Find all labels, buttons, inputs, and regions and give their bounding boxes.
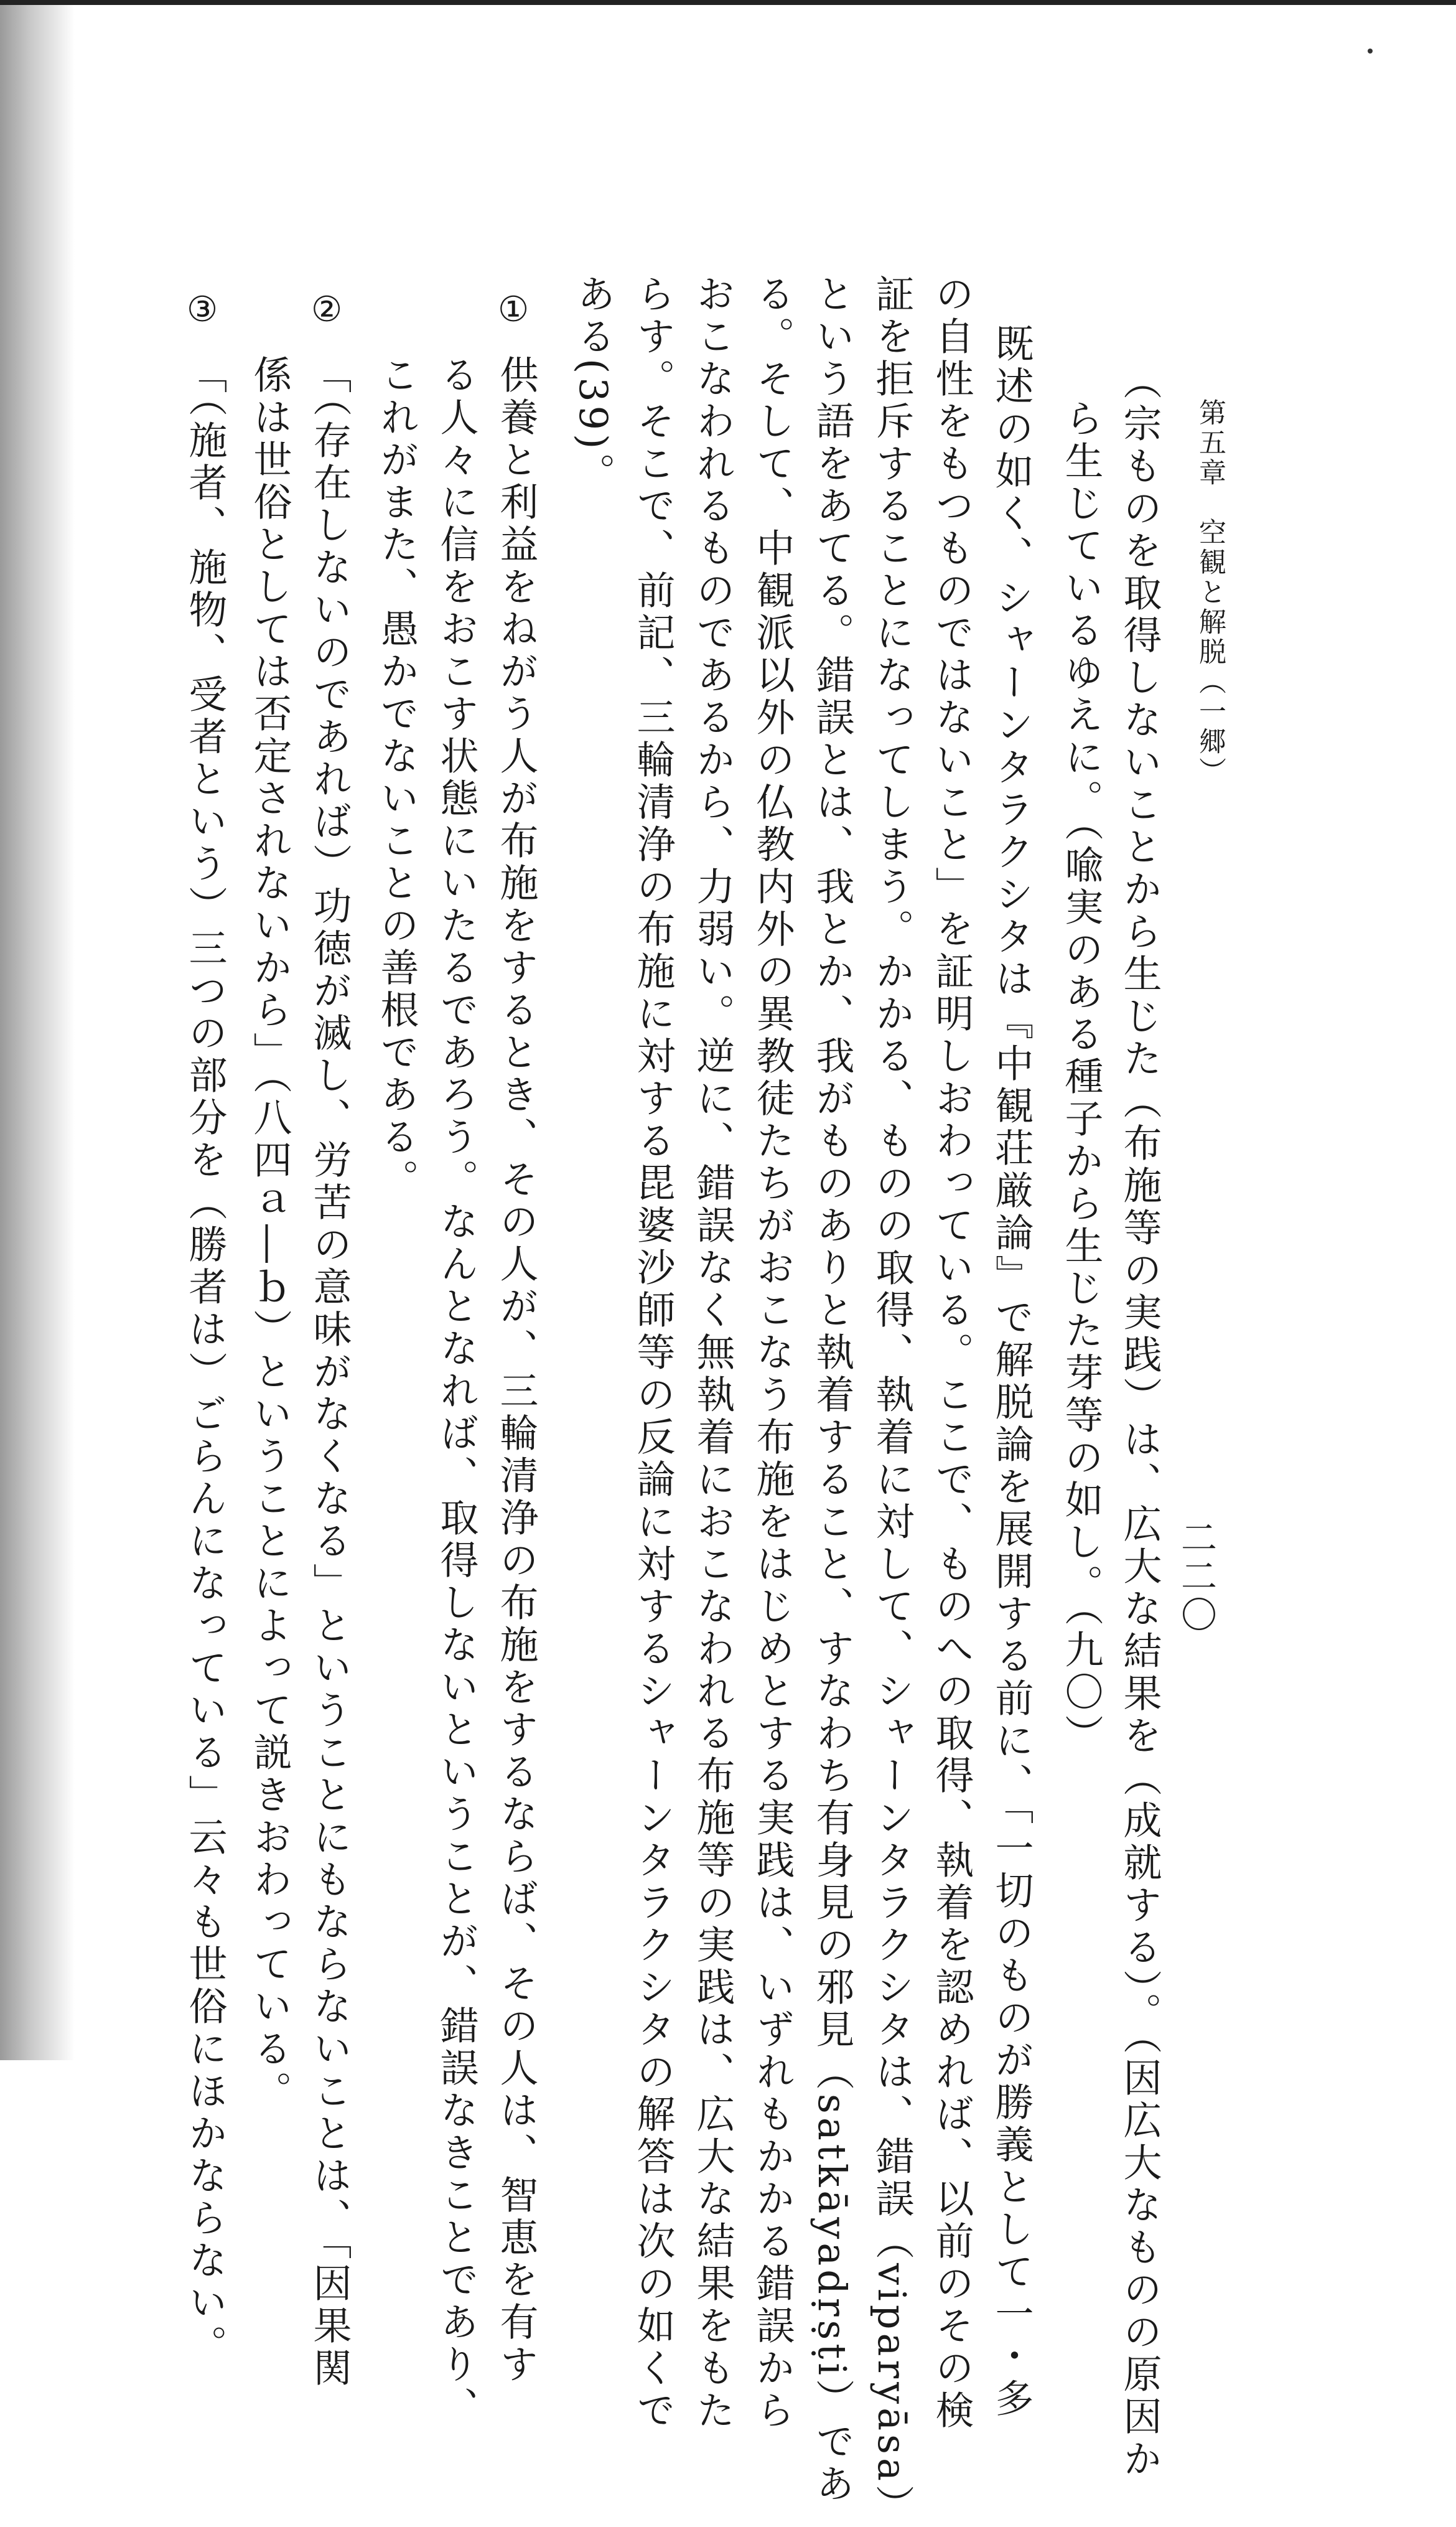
note-1-line-2: る人々に信をおこす状態にいたるであろう。なんとなれば、取得しないということが、錯誤なきことであり、 [434, 355, 479, 2429]
note-marker-2: ② [311, 289, 343, 330]
body-line-1: 既述の如く、シャーンタラクシタは『中観荘厳論』で解脱論を展開する前に、「一切のものが勝義として一・多 [989, 324, 1034, 2421]
body-line-4: という語をあてる。錯誤とは、我とか、我がものありと執着すること、すなわち有身見の邪見（satkāyadṛṣṭi）であ [810, 274, 855, 2506]
note-3-line-1: 「（施者、施物、受者という）三つの部分を（勝者は）ごらんになっている」云々も世俗にほかならない。 [182, 355, 228, 2367]
body-line-3: 証を拒斥することになってしまう。かかる、ものの取得、執着に対して、シャーンタラクシタは、錯誤（viparyāsa） [869, 274, 915, 2527]
note-2-line-2: 係は世俗としては否定されないから」（八四ａ―ｂ）ということによって説きおわっている。 [247, 355, 292, 2113]
body-line-7: らす。そこで、前記、三輪清浄の布施に対する毘婆沙師等の反論に対するシャーンタラクシタの解答は次の如くで [630, 274, 676, 2432]
body-line-2: の自性をもつものではないこと」を証明しおわっている。ここで、ものへの取得、執着を認めれば、以前のその検 [929, 274, 974, 2432]
verse-line-2: ら生じているゆえに。（喩実のある種子から生じた芽等の如し。（九〇） [1058, 398, 1104, 1756]
note-1-line-1: 供養と利益をねがう人が布施をするとき、その人が、三輪清浄の布施をするならば、その人は、智恵を有す [493, 355, 539, 2386]
scan-shadow-edge [0, 0, 75, 2060]
verse-line-1: （宗ものを取得しないことから生じた（布施等の実践）は、広大な結果を（成就する）。（因広大なものの原因か [1117, 361, 1162, 2481]
body-line-5: る。そして、中観派以外の仏教内外の異教徒たちがおこなう布施をはじめとする実践は、いずれもかかる錯誤から [750, 274, 795, 2432]
note-marker-3: ③ [187, 289, 218, 330]
note-marker-1: ① [498, 289, 530, 330]
chapter-title: 第五章 空観と解脱（一郷） [1194, 398, 1226, 787]
scan-speck [1368, 49, 1373, 54]
body-line-6: おこなわれるものであるから、力弱い。逆に、錯誤なく無執着におこなわれる布施等の実践は、広大な結果をもた [690, 274, 735, 2432]
note-2-line-1: 「（存在しないのであれば）功徳が滅し、労苦の意味がなくなる」ということにもならないことは、「因果関 [307, 355, 352, 2390]
note-1-line-3: これがまた、愚かでないことの善根である。 [374, 355, 419, 1201]
scan-top-border [0, 0, 1456, 5]
page-number: 二二〇 [1175, 1519, 1217, 1634]
body-line-8: ある(39)。 [571, 274, 616, 495]
